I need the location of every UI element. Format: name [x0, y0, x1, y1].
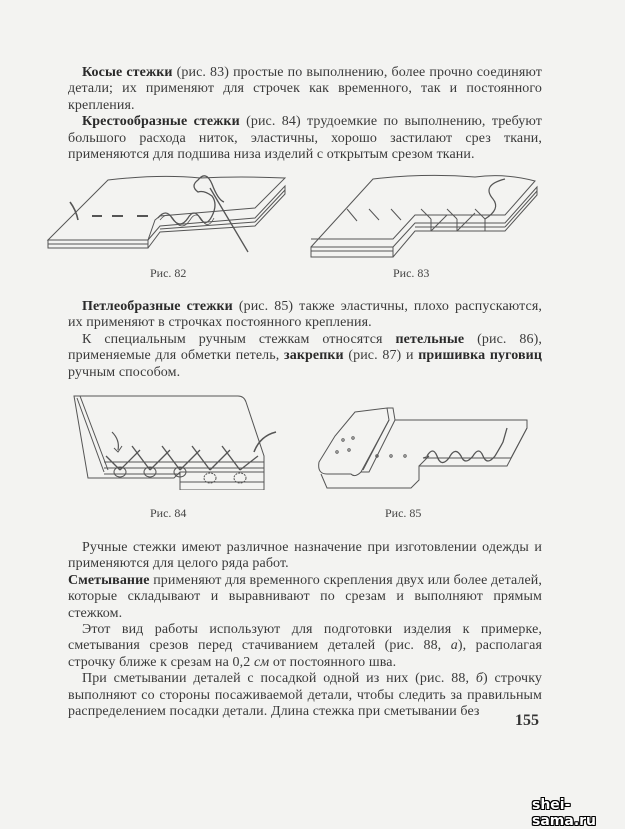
term-loop-stitches: Петлеобразные стежки	[82, 299, 233, 314]
slant-stitch-illustration-icon	[305, 165, 550, 260]
figure-82	[40, 160, 310, 260]
paragraph-text: ручным способом.	[68, 364, 181, 380]
paragraph-text: от постоянного шва.	[269, 654, 397, 670]
term-cross-stitches: Крестообразные стежки	[82, 114, 240, 130]
text-block-bottom	[68, 540, 542, 720]
paragraph-text: К специальным ручным стежкам относятся	[82, 331, 396, 347]
text-block-top	[68, 65, 542, 163]
term-buttonhole: петельные	[395, 331, 465, 347]
paragraph-text: ) строчку выполняют со стороны посаживаемой детали, чтобы следить за правильным распределением посадки детали. Длина стежка при сметывании без	[68, 671, 542, 720]
caption-fig-85: Рис. 85	[385, 506, 422, 520]
paragraph-text: применяют для временного скрепления двух или более деталей, которые складывают и выравнивают по срезам и выполняют прямым стежком.	[68, 572, 542, 621]
basting-stitch-illustration-icon	[40, 160, 310, 260]
term-basting: Сметывание	[68, 572, 150, 588]
paragraph-text: (рис. 85) также эластичны, плохо распускаются, их применяют в строчках постоянного крепления.	[68, 299, 542, 331]
caption-fig-83: Рис. 83	[393, 266, 430, 280]
loop-stitch-illustration-icon	[315, 400, 535, 495]
paragraph-text: (рис. 84) трудоемкие по выполнению, требуют большого расхода ниток, эластичны, хорошо застилают срез ткани, применяются для подшива низа изделий с открытым срезом ткани.	[68, 114, 543, 163]
site-watermark: shei-sama.ru	[532, 797, 597, 829]
paragraph-loop-stitches	[68, 299, 542, 332]
paragraph-text: (рис. 83) простые по выполнению, более прочно соединяют детали; их применяют для строчек как временного, так и постоянного крепления.	[68, 65, 542, 113]
paragraph-slant-stitches	[68, 65, 542, 114]
paragraph-special-stitches	[68, 332, 542, 381]
paragraph-basting	[68, 573, 542, 622]
italic-unit: см	[253, 654, 270, 670]
paragraph-basting-usage	[68, 622, 542, 671]
paragraph-basting-easing	[68, 671, 542, 720]
figure-85	[315, 400, 535, 495]
paragraph-hand-stitches	[68, 540, 542, 573]
paragraph-text: Этот вид работы используют для подготовки изделия к примерке, сметывания срезов перед стачиванием деталей (рис. 88,	[68, 622, 542, 654]
term-slant-stitches: Косые стежки	[82, 65, 173, 80]
paragraph-cross-stitches	[68, 114, 542, 163]
cross-stitch-illustration-icon	[68, 390, 283, 490]
caption-fig-84: Рис. 84	[150, 506, 187, 520]
figure-84	[68, 390, 283, 490]
paragraph-text: Ручные стежки имеют различное назначение при изготовлении одежды и применяются для целого ряда работ.	[68, 540, 542, 572]
caption-fig-82: Рис. 82	[150, 266, 187, 280]
paragraph-text: (рис. 87) и	[343, 348, 419, 364]
paragraph-text: (рис. 86), применяемые для обметки петель,	[68, 331, 542, 364]
term-button-sewing: пришивка пуговиц	[418, 348, 543, 364]
figure-83	[305, 165, 550, 260]
paragraph-text: При сметывании деталей с посадкой одной из них (рис. 88,	[82, 671, 476, 687]
paragraph-text: ), располагая строчку ближе к срезам на 0,2	[68, 638, 542, 670]
text-block-middle	[68, 299, 542, 381]
italic-letter: а	[450, 638, 458, 654]
term-bartacks: закрепки	[284, 348, 344, 364]
italic-letter: б	[475, 671, 483, 687]
page-number: 155	[515, 712, 539, 729]
